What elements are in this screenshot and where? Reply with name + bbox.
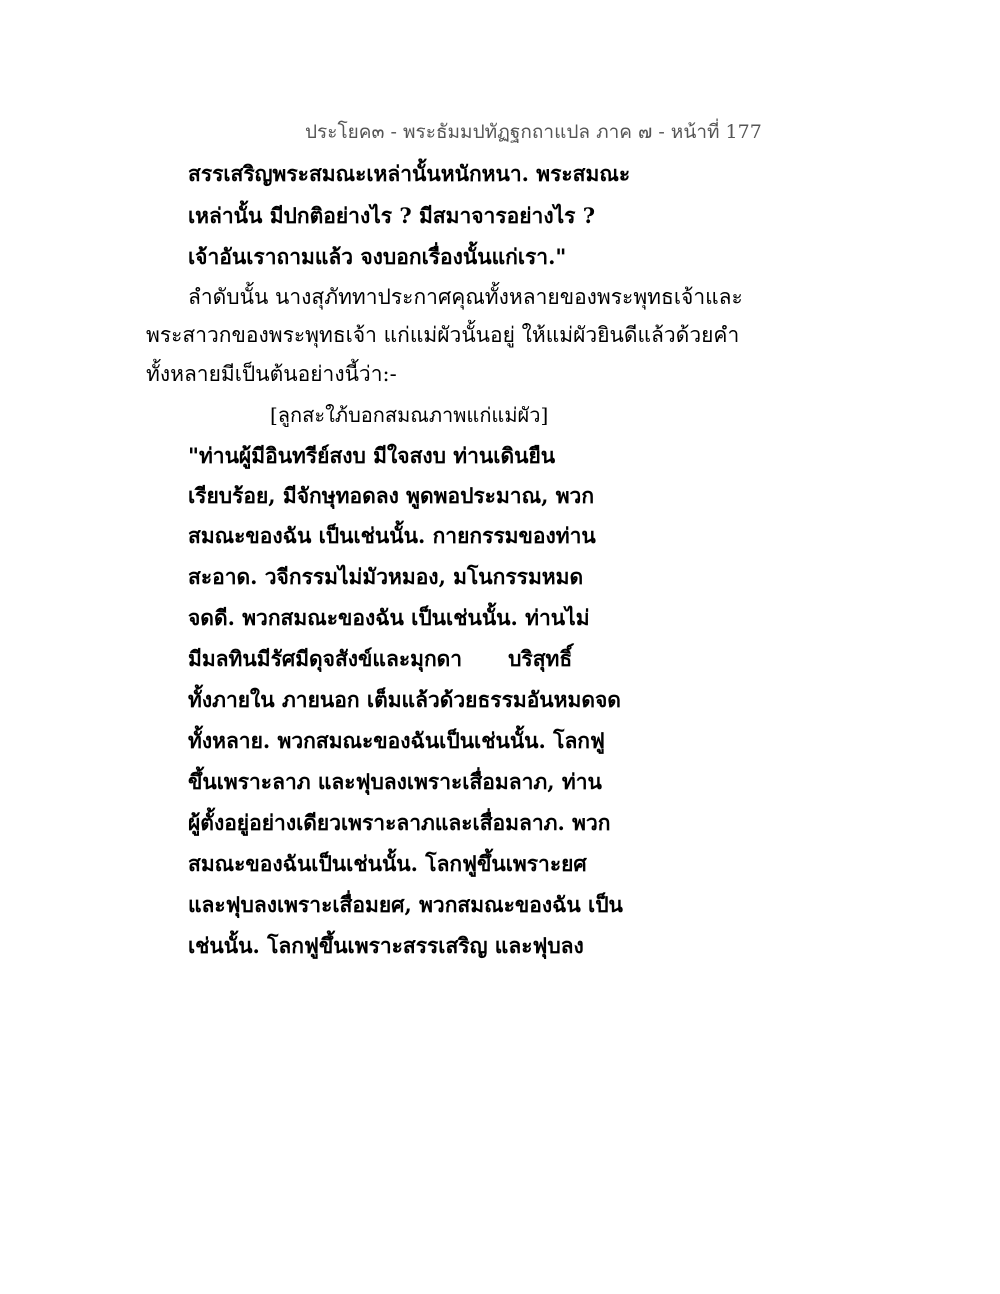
verse-line: เรียบร้อย, มีจักษุทอดลง พูดพอประมาณ, พวก [188,483,595,508]
verse-line: ทั้งหลาย. พวกสมณะของฉันเป็นเช่นนั้น. โลกฟู [188,728,605,753]
verse-line: สมณะของฉันเป็นเช่นนั้น. โลกฟูขึ้นเพราะยศ [188,851,587,876]
section-heading: [ลูกสะใภ้บอกสมณภาพแก่แม่ผัว] [270,403,549,427]
running-header: ประโยค๓ - พระธัมมปทัฏฐกถาแปล ภาค ๗ - หน้าที่ 177 [305,121,762,143]
verse-line: เจ้าอันเราถามแล้ว จงบอกเรื่องนั้นแก่เรา." [188,244,567,269]
verse-line: เช่นนั้น. โลกฟูขึ้นเพราะสรรเสริญ และฟุบลง [188,933,584,958]
verse-line: และฟุบลงเพราะเสื่อมยศ, พวกสมณะของฉัน เป็น [188,892,623,917]
verse-line: สรรเสริญพระสมณะเหล่านั้นหนักหนา. พระสมณะ [188,161,631,186]
prose-line: ทั้งหลายมีเป็นต้นอย่างนี้ว่า:- [146,362,397,386]
verse-line: ทั้งภายใน ภายนอก เต็มแล้วด้วยธรรมอันหมดจด [188,687,621,712]
verse-line: เหล่านั้น มีปกติอย่างไร ? มีสมาจารอย่างไร ? [188,203,596,228]
verse-line: ขึ้นเพราะลาภ และฟุบลงเพราะเสื่อมลาภ, ท่าน [188,769,602,794]
prose-line: พระสาวกของพระพุทธเจ้า แก่แม่ผัวนั้นอยู่ ให้แม่ผัวยินดีแล้วด้วยคำ [146,323,740,347]
verse-line: จดดี. พวกสมณะของฉัน เป็นเช่นนั้น. ท่านไม่ [188,605,590,630]
verse-line-left: มีมลทินมีรัศมีดุจสังข์และมุกดา [188,646,463,671]
prose-line: ลำดับนั้น นางสุภัททาประกาศคุณทั้งหลายของพระพุทธเจ้าและ [188,285,743,309]
verse-line: "ท่านผู้มีอินทรีย์สงบ มีใจสงบ ท่านเดินยืน [188,443,556,468]
verse-line: ผู้ตั้งอยู่อย่างเดียวเพราะลาภและเสื่อมลาภ. พวก [188,810,611,835]
verse-line-right: บริสุทธิ์ [508,646,573,671]
verse-line: สมณะของฉัน เป็นเช่นนั้น. กายกรรมของท่าน [188,523,596,548]
verse-line-split [188,648,572,669]
verse-line: สะอาด. วจีกรรมไม่มัวหมอง, มโนกรรมหมด [188,564,584,589]
